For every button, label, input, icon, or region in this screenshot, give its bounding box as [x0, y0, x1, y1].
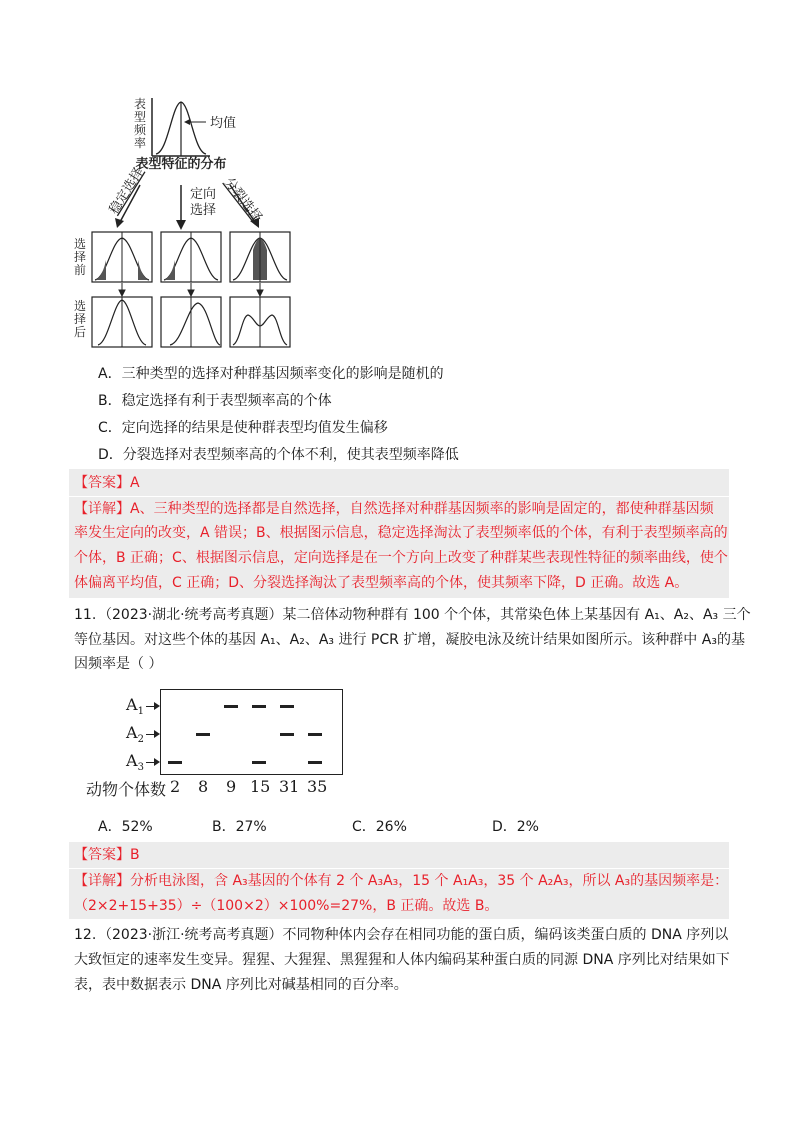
- q10-option-c: C．定向选择的结果是使种群表型均值发生偏移: [98, 420, 388, 436]
- disruptive-label: 分裂选择: [220, 175, 265, 226]
- band-15-a3: [252, 761, 266, 764]
- band-35-a2: [308, 733, 322, 736]
- q11-option-d: D．2%: [492, 819, 539, 835]
- count-31: 31: [279, 777, 300, 796]
- panel-stabilizing-after: [92, 297, 152, 347]
- panel-stabilizing-before: [92, 232, 152, 282]
- svg-text:型: 型: [133, 110, 147, 124]
- band-31-a1: [280, 705, 294, 708]
- svg-text:择: 择: [73, 312, 87, 326]
- gel-figure: [86, 685, 346, 800]
- arrowhead-a1: [154, 702, 160, 710]
- q11-line-3: 因频率是（ ）: [74, 656, 163, 672]
- q12-line-1: （2023·浙江·统考高考真题）不同物种体内会存在相同功能的蛋白质，编码该类蛋白质的 DNA 序列以: [98, 927, 729, 943]
- q11-explain-line-1: 【详解】分析电泳图，含 A₃基因的个体有 2 个 A₃A₃，15 个 A₁A₃，35 个 A₂A₃，所以 A₃的基因频率是：: [74, 873, 729, 889]
- svg-text:率: 率: [133, 136, 147, 150]
- q10-option-b: B．稳定选择有利于表型频率高的个体: [98, 393, 332, 409]
- answer-value: B: [130, 847, 140, 863]
- svg-text:选: 选: [73, 237, 87, 251]
- band-35-a3: [308, 761, 322, 764]
- q11-number: 11.: [74, 607, 97, 623]
- svg-text:频: 频: [133, 123, 147, 137]
- count-35: 35: [307, 777, 328, 796]
- after-label: [74, 298, 86, 339]
- mean-label: 均值: [210, 116, 237, 131]
- q10-option-d: D．分裂选择对表型频率高的个体不利，使其表型频率降低: [98, 447, 459, 463]
- q11-answer-box: [69, 842, 729, 868]
- distribution-caption: 表型特征的分布: [135, 157, 227, 172]
- band-label-a1: $A_1$: [126, 695, 144, 718]
- q10-answer-box: [69, 469, 729, 496]
- q10-explain-line-1: 【详解】A、三种类型的选择都是自然选择，自然选择对种群基因频率的影响是固定的，都使种群基因频: [74, 501, 714, 517]
- svg-text:择: 择: [73, 250, 87, 264]
- band-15-a1: [252, 705, 266, 708]
- svg-text:后: 后: [73, 325, 87, 339]
- panel-directional-before: [161, 232, 221, 282]
- count-2: 2: [170, 777, 181, 796]
- explain-tag: 【详解】: [74, 873, 130, 889]
- arrowhead-a3: [154, 758, 160, 766]
- q10-explain-line-2: 率发生定向的改变，A 错误；B、根据图示信息，稳定选择淘汰了表型频率低的个体，有利于表型频率高的: [74, 525, 728, 541]
- band-9-a1: [224, 705, 238, 708]
- svg-text:表: 表: [133, 97, 147, 111]
- q10-explain-line-3: 个体，B 正确；C、根据图示信息，定向选择是在一个方向上改变了种群某些表现性特征的频率曲线，使个: [74, 550, 728, 566]
- q11-line-2: 等位基因。对这些个体的基因 A₁、A₂、A₃ 进行 PCR 扩增，凝胶电泳及统计结果如图所示。该种群中 A₃的基: [74, 632, 745, 648]
- q10-option-a: A．三种类型的选择对种群基因频率变化的影响是随机的: [98, 366, 444, 382]
- q10-explain-line-4: 体偏离平均值，C 正确；D、分裂选择淘汰了表型频率高的个体，使其频率下降，D 正确。故选 A。: [74, 575, 689, 591]
- directional-label-2: 选择: [190, 203, 217, 218]
- explain-tag: 【详解】: [74, 501, 130, 517]
- q11-option-b: B．27%: [212, 819, 267, 835]
- band-8-a2: [196, 733, 210, 736]
- q12-line-2: 大致恒定的速率发生变异。猩猩、大猩猩、黑猩猩和人体内编码某种蛋白质的同源 DNA 序列比对结果如下: [74, 952, 730, 968]
- answer-value: A: [130, 475, 140, 491]
- gel-x-title: 动物个体数: [86, 780, 167, 799]
- directional-label-1: 定向: [190, 187, 217, 202]
- count-8: 8: [198, 777, 209, 796]
- band-2-a3: [168, 761, 182, 764]
- selection-types-figure: [60, 90, 320, 350]
- panel-disruptive-after: [230, 297, 290, 347]
- svg-text:选: 选: [73, 299, 87, 313]
- q11-option-a: A．52%: [98, 819, 153, 835]
- answer-tag: 【答案】: [74, 475, 130, 491]
- band-label-a2: $A_2$: [126, 723, 144, 746]
- band-31-a2: [280, 733, 294, 736]
- arrowhead-a2: [154, 730, 160, 738]
- q10-answer: [74, 471, 140, 495]
- stabilizing-label: 稳定选择: [106, 165, 147, 218]
- band-label-a3: $A_3$: [126, 751, 144, 774]
- q11-option-c: C．26%: [352, 819, 407, 835]
- panel-disruptive-before: [230, 232, 290, 282]
- q12-line-3: 表，表中数据表示 DNA 序列比对碱基相同的百分率。: [74, 977, 408, 993]
- before-label: [74, 236, 86, 277]
- y-axis-label: [134, 97, 147, 150]
- count-15: 15: [250, 777, 271, 796]
- count-9: 9: [226, 777, 237, 796]
- svg-text:前: 前: [73, 263, 87, 277]
- q11-line-1: （2023·湖北·统考高考真题）某二倍体动物种群有 100 个个体，其常染色体上某基因有 A₁、A₂、A₃ 三个: [98, 607, 751, 623]
- q11-explain-line-2: （2×2+15+35）÷（100×2）×100%=27%，B 正确。故选 B。: [74, 898, 499, 914]
- transition-arrows: [119, 283, 263, 296]
- q12-number: 12.: [74, 927, 97, 943]
- q11-answer: [74, 843, 140, 867]
- panel-directional-after: [161, 297, 221, 347]
- answer-tag: 【答案】: [74, 847, 130, 863]
